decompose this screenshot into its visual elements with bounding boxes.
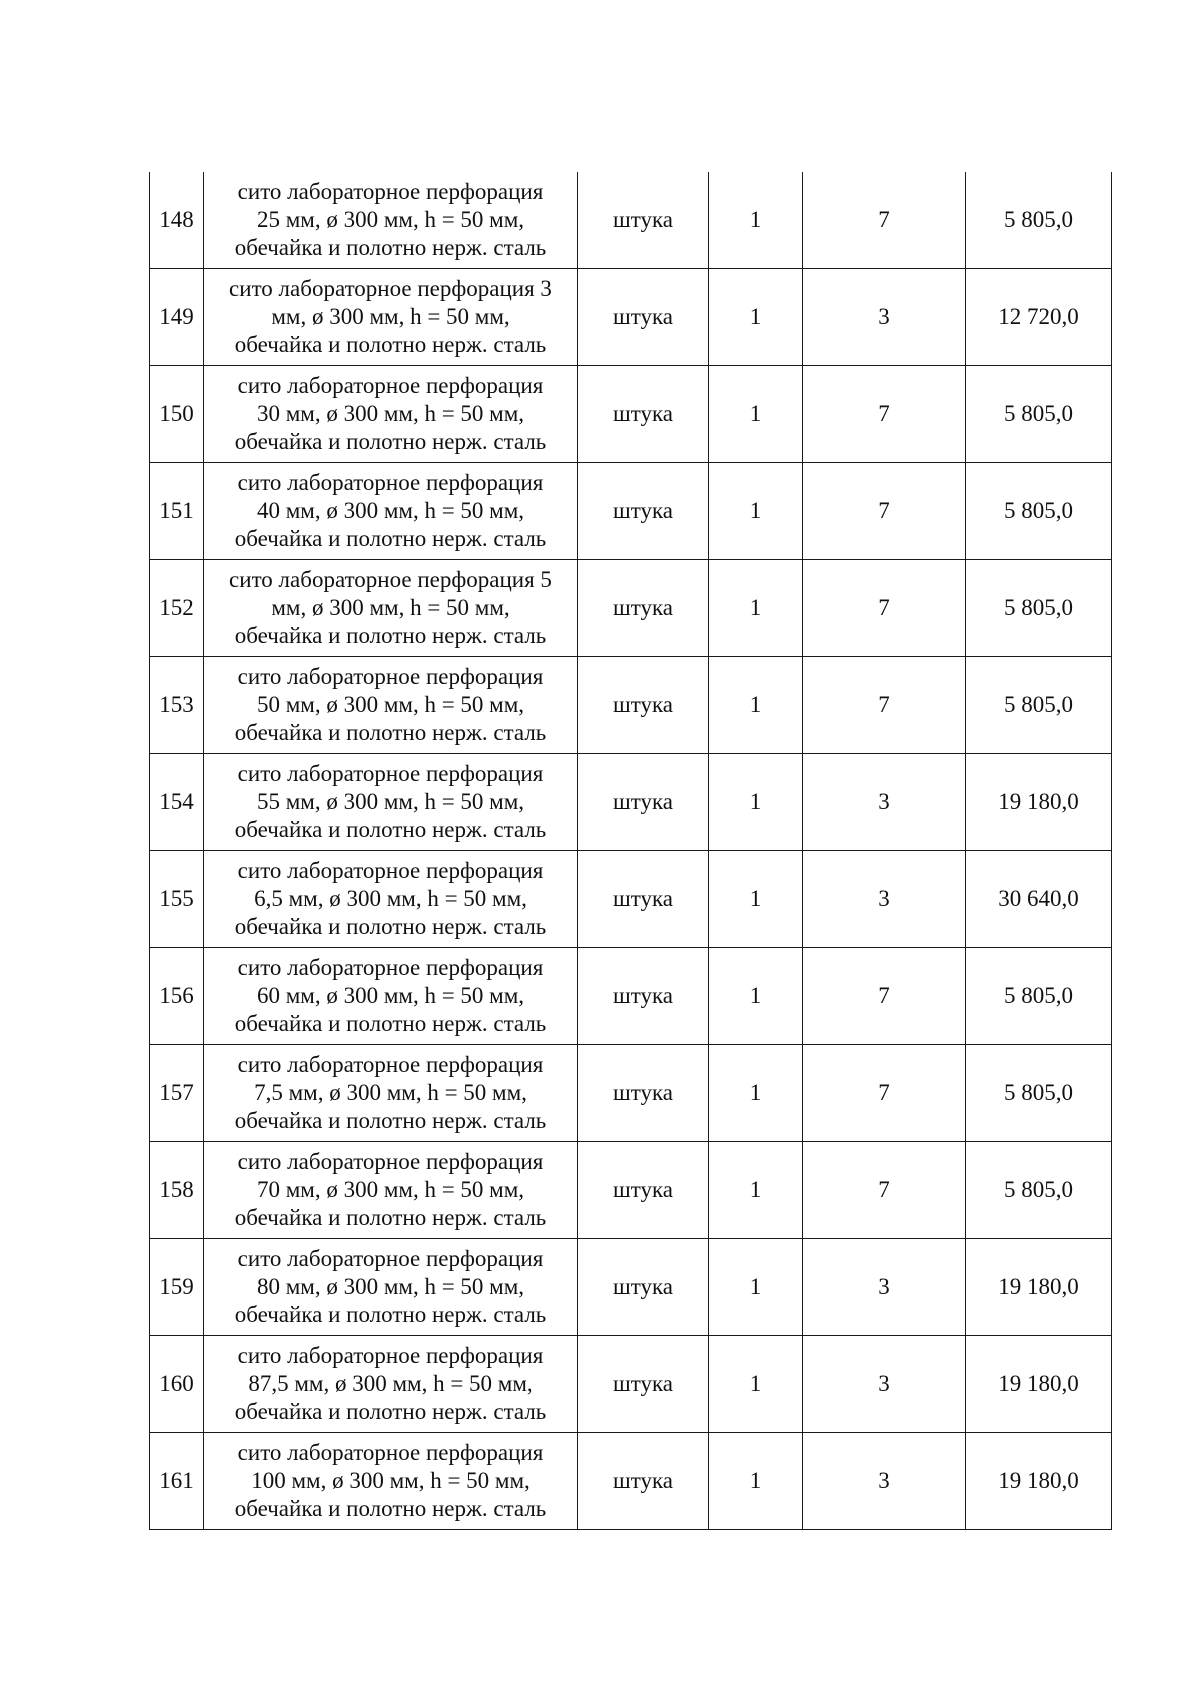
unit-cell: штука bbox=[578, 657, 709, 754]
price-cell: 5 805,0 bbox=[966, 948, 1112, 1045]
description-line: 87,5 мм, ø 300 мм, h = 50 мм, bbox=[248, 1371, 533, 1396]
unit-cell: штука bbox=[578, 560, 709, 657]
unit-cell: штука bbox=[578, 366, 709, 463]
table-row bbox=[150, 657, 1112, 754]
description-cell bbox=[204, 754, 578, 851]
description-line: сито лабораторное перфорация bbox=[237, 955, 544, 980]
count-cell: 3 bbox=[803, 754, 966, 851]
description-line: 30 мм, ø 300 мм, h = 50 мм, bbox=[256, 401, 525, 426]
description-line: сито лабораторное перфорация bbox=[237, 664, 544, 689]
table-row bbox=[150, 463, 1112, 560]
unit-cell: штука bbox=[578, 172, 709, 269]
description-line: сито лабораторное перфорация bbox=[237, 1440, 544, 1465]
description-cell bbox=[204, 366, 578, 463]
unit-cell: штука bbox=[578, 1142, 709, 1239]
description-cell bbox=[204, 1142, 578, 1239]
table-row bbox=[150, 948, 1112, 1045]
unit-cell: штука bbox=[578, 754, 709, 851]
description-line: сито лабораторное перфорация bbox=[237, 761, 544, 786]
description-line: сито лабораторное перфорация 3 bbox=[229, 276, 552, 301]
description-line: сито лабораторное перфорация 5 bbox=[229, 567, 552, 592]
quantity-cell: 1 bbox=[709, 1045, 803, 1142]
count-cell: 7 bbox=[803, 463, 966, 560]
row-number-cell: 160 bbox=[150, 1336, 204, 1433]
description-line: 6,5 мм, ø 300 мм, h = 50 мм, bbox=[254, 886, 527, 911]
description-line: обечайка и полотно нерж. сталь bbox=[234, 720, 547, 745]
price-cell: 19 180,0 bbox=[966, 1336, 1112, 1433]
description-line: 25 мм, ø 300 мм, h = 50 мм, bbox=[256, 207, 525, 232]
row-number-cell: 151 bbox=[150, 463, 204, 560]
description-line: сито лабораторное перфорация bbox=[237, 1246, 544, 1271]
count-cell: 7 bbox=[803, 657, 966, 754]
row-number-cell: 152 bbox=[150, 560, 204, 657]
description-line: сито лабораторное перфорация bbox=[237, 858, 544, 883]
table-row bbox=[150, 560, 1112, 657]
table-row bbox=[150, 1239, 1112, 1336]
price-cell: 5 805,0 bbox=[966, 366, 1112, 463]
description-line: обечайка и полотно нерж. сталь bbox=[234, 1399, 547, 1424]
count-cell: 3 bbox=[803, 851, 966, 948]
description-line: сито лабораторное перфорация bbox=[237, 1149, 544, 1174]
count-cell: 3 bbox=[803, 269, 966, 366]
description-line: обечайка и полотно нерж. сталь bbox=[234, 429, 547, 454]
count-cell: 7 bbox=[803, 1142, 966, 1239]
description-line: обечайка и полотно нерж. сталь bbox=[234, 1302, 547, 1327]
table-row bbox=[150, 1045, 1112, 1142]
table-body bbox=[150, 172, 1112, 1530]
description-cell bbox=[204, 269, 578, 366]
quantity-cell: 1 bbox=[709, 560, 803, 657]
description-cell bbox=[204, 1336, 578, 1433]
count-cell: 7 bbox=[803, 172, 966, 269]
unit-cell: штука bbox=[578, 463, 709, 560]
row-number-cell: 149 bbox=[150, 269, 204, 366]
quantity-cell: 1 bbox=[709, 657, 803, 754]
row-number-cell: 159 bbox=[150, 1239, 204, 1336]
description-line: 70 мм, ø 300 мм, h = 50 мм, bbox=[256, 1177, 525, 1202]
price-cell: 5 805,0 bbox=[966, 463, 1112, 560]
table-row bbox=[150, 1433, 1112, 1530]
quantity-cell: 1 bbox=[709, 172, 803, 269]
quantity-cell: 1 bbox=[709, 269, 803, 366]
description-line: обечайка и полотно нерж. сталь bbox=[234, 623, 547, 648]
table-row bbox=[150, 1142, 1112, 1239]
description-line: 80 мм, ø 300 мм, h = 50 мм, bbox=[256, 1274, 525, 1299]
unit-cell: штука bbox=[578, 948, 709, 1045]
price-cell: 30 640,0 bbox=[966, 851, 1112, 948]
row-number-cell: 154 bbox=[150, 754, 204, 851]
description-line: обечайка и полотно нерж. сталь bbox=[234, 526, 547, 551]
unit-cell: штука bbox=[578, 1239, 709, 1336]
price-cell: 19 180,0 bbox=[966, 1433, 1112, 1530]
description-cell bbox=[204, 851, 578, 948]
count-cell: 7 bbox=[803, 366, 966, 463]
description-line: обечайка и полотно нерж. сталь bbox=[234, 914, 547, 939]
row-number-cell: 161 bbox=[150, 1433, 204, 1530]
description-line: обечайка и полотно нерж. сталь bbox=[234, 1011, 547, 1036]
unit-cell: штука bbox=[578, 851, 709, 948]
price-table bbox=[149, 172, 1112, 1530]
price-cell: 19 180,0 bbox=[966, 754, 1112, 851]
description-line: 40 мм, ø 300 мм, h = 50 мм, bbox=[256, 498, 525, 523]
description-cell bbox=[204, 463, 578, 560]
description-line: обечайка и полотно нерж. сталь bbox=[234, 1205, 547, 1230]
count-cell: 3 bbox=[803, 1433, 966, 1530]
table-row bbox=[150, 269, 1112, 366]
table-row bbox=[150, 366, 1112, 463]
row-number-cell: 158 bbox=[150, 1142, 204, 1239]
quantity-cell: 1 bbox=[709, 1142, 803, 1239]
row-number-cell: 153 bbox=[150, 657, 204, 754]
row-number-cell: 157 bbox=[150, 1045, 204, 1142]
price-cell: 5 805,0 bbox=[966, 172, 1112, 269]
price-cell: 5 805,0 bbox=[966, 560, 1112, 657]
description-cell bbox=[204, 657, 578, 754]
description-line: сито лабораторное перфорация bbox=[237, 373, 544, 398]
table-row bbox=[150, 851, 1112, 948]
count-cell: 3 bbox=[803, 1239, 966, 1336]
description-line: сито лабораторное перфорация bbox=[237, 179, 544, 204]
count-cell: 7 bbox=[803, 948, 966, 1045]
quantity-cell: 1 bbox=[709, 754, 803, 851]
row-number-cell: 148 bbox=[150, 172, 204, 269]
quantity-cell: 1 bbox=[709, 463, 803, 560]
description-line: обечайка и полотно нерж. сталь bbox=[234, 235, 547, 260]
unit-cell: штука bbox=[578, 1045, 709, 1142]
description-line: 7,5 мм, ø 300 мм, h = 50 мм, bbox=[254, 1080, 527, 1105]
description-cell bbox=[204, 1239, 578, 1336]
description-cell bbox=[204, 1045, 578, 1142]
count-cell: 7 bbox=[803, 1045, 966, 1142]
row-number-cell: 156 bbox=[150, 948, 204, 1045]
price-cell: 5 805,0 bbox=[966, 1142, 1112, 1239]
count-cell: 3 bbox=[803, 1336, 966, 1433]
price-cell: 5 805,0 bbox=[966, 1045, 1112, 1142]
description-line: 50 мм, ø 300 мм, h = 50 мм, bbox=[256, 692, 525, 717]
quantity-cell: 1 bbox=[709, 1433, 803, 1530]
count-cell: 7 bbox=[803, 560, 966, 657]
unit-cell: штука bbox=[578, 1433, 709, 1530]
description-line: мм, ø 300 мм, h = 50 мм, bbox=[271, 304, 510, 329]
price-cell: 12 720,0 bbox=[966, 269, 1112, 366]
quantity-cell: 1 bbox=[709, 366, 803, 463]
description-line: сито лабораторное перфорация bbox=[237, 1052, 544, 1077]
description-line: сито лабораторное перфорация bbox=[237, 1343, 544, 1368]
unit-cell: штука bbox=[578, 269, 709, 366]
description-line: сито лабораторное перфорация bbox=[237, 470, 544, 495]
description-line: 60 мм, ø 300 мм, h = 50 мм, bbox=[256, 983, 525, 1008]
row-number-cell: 155 bbox=[150, 851, 204, 948]
description-line: мм, ø 300 мм, h = 50 мм, bbox=[271, 595, 510, 620]
quantity-cell: 1 bbox=[709, 948, 803, 1045]
description-line: 100 мм, ø 300 мм, h = 50 мм, bbox=[251, 1468, 530, 1493]
description-line: обечайка и полотно нерж. сталь bbox=[234, 817, 547, 842]
row-number-cell: 150 bbox=[150, 366, 204, 463]
description-cell bbox=[204, 1433, 578, 1530]
description-line: 55 мм, ø 300 мм, h = 50 мм, bbox=[256, 789, 525, 814]
description-line: обечайка и полотно нерж. сталь bbox=[234, 1496, 547, 1521]
quantity-cell: 1 bbox=[709, 851, 803, 948]
quantity-cell: 1 bbox=[709, 1336, 803, 1433]
description-line: обечайка и полотно нерж. сталь bbox=[234, 332, 547, 357]
price-cell: 5 805,0 bbox=[966, 657, 1112, 754]
description-cell bbox=[204, 560, 578, 657]
table-row bbox=[150, 1336, 1112, 1433]
table-row bbox=[150, 754, 1112, 851]
price-cell: 19 180,0 bbox=[966, 1239, 1112, 1336]
table-row bbox=[150, 172, 1112, 269]
description-line: обечайка и полотно нерж. сталь bbox=[234, 1108, 547, 1133]
unit-cell: штука bbox=[578, 1336, 709, 1433]
description-cell bbox=[204, 172, 578, 269]
quantity-cell: 1 bbox=[709, 1239, 803, 1336]
description-cell bbox=[204, 948, 578, 1045]
